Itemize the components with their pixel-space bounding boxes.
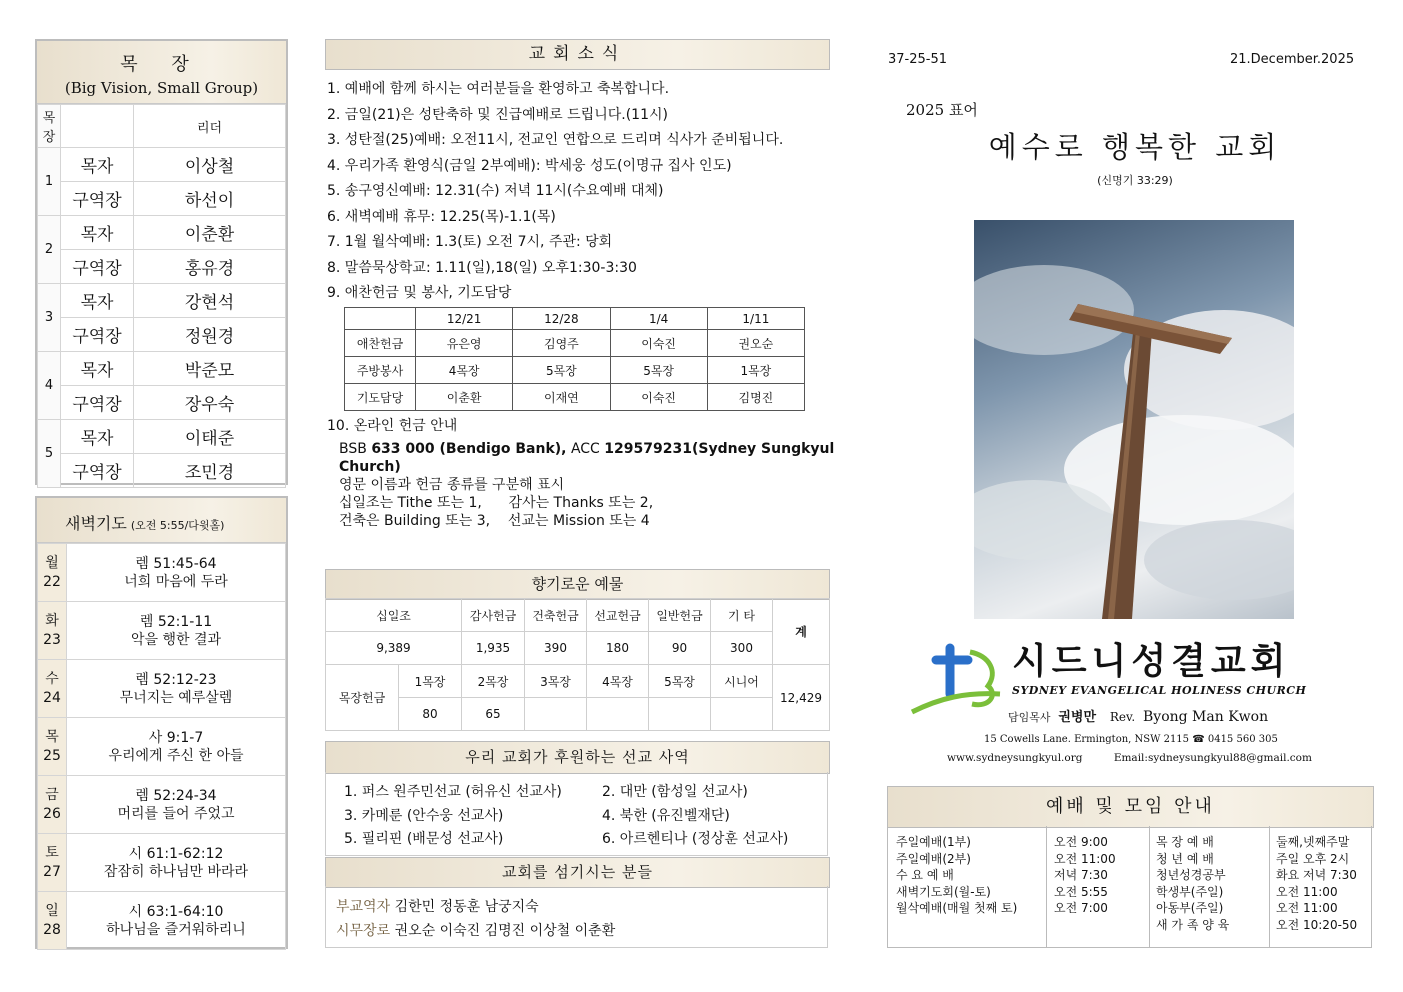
offering-title: 향기로운 예물	[531, 575, 624, 593]
prayer-passage	[67, 718, 286, 776]
church-address: 15 Cowells Lane. Ermington, NSW 2115 ☎ 0415 560 305	[984, 734, 1278, 745]
contact-line	[947, 752, 1312, 764]
prayer-passage	[67, 602, 286, 660]
table-row	[38, 892, 286, 950]
duty-value: 김명진	[707, 384, 804, 411]
scripture-ref: 렘 51:45-64	[135, 555, 217, 572]
duty-value: 이재연	[513, 384, 610, 411]
service-time: 오전 9:00	[1054, 835, 1108, 849]
day-date: 24	[43, 689, 61, 706]
mission-item: 2. 대만 (함성일 선교사)	[602, 784, 748, 800]
sermon-title: 머리를 들어 주었고	[117, 805, 235, 822]
meeting-time: 화요 저녁 7:30	[1276, 868, 1357, 882]
servant-row	[336, 920, 615, 940]
col-header-role	[61, 105, 134, 148]
weekday: 목	[45, 728, 59, 745]
mok-offering-value	[711, 698, 773, 731]
servants-header	[325, 857, 830, 888]
offering-value: 180	[587, 632, 649, 665]
mokjang-number: 3	[38, 284, 61, 352]
leader-role: 구역장	[61, 182, 134, 216]
duty-date: 1/11	[707, 308, 804, 330]
weekday: 화	[45, 612, 59, 629]
service-name: 주일예배(1부)	[896, 835, 971, 849]
prayer-day	[38, 892, 67, 950]
prayer-passage	[67, 660, 286, 718]
mok-offering-value: 65	[462, 698, 525, 731]
mokjang-number: 1	[38, 148, 61, 216]
table-row	[38, 544, 286, 602]
offering-value: 300	[711, 632, 773, 665]
sermon-title: 잠잠히 하나님만 바라라	[103, 863, 249, 880]
leader-role: 목자	[61, 420, 134, 454]
offering-col: 선교헌금	[587, 599, 649, 632]
bank-note: 십일조는 Tithe 또는 1, 감사는 Thanks 또는 2,	[339, 495, 654, 511]
meeting-name: 아동부(주일)	[1156, 901, 1224, 915]
leader-role: 구역장	[61, 250, 134, 284]
leader-name: 정원경	[134, 318, 286, 352]
dawn-prayer-subtitle: (오전 5:55/다윗홀)	[130, 519, 225, 532]
news-title: 교회소식	[528, 44, 627, 64]
dawn-prayer-header	[37, 498, 286, 543]
duty-label: 애찬헌금	[345, 330, 416, 357]
duty-date: 12/21	[416, 308, 513, 330]
scripture-ref: 렘 52:12-23	[135, 671, 217, 688]
offering-table	[325, 598, 830, 731]
pastor-line: 담임목사 권병만 Rev. Byong Man Kwon	[1008, 709, 1269, 725]
col-header-mokjang: 목장	[38, 105, 61, 148]
news-item: 8. 말씀묵상학교: 1.11(일),18(일) 오후1:30-3:30	[327, 259, 637, 276]
year-motto: 예수로 행복한 교회	[988, 130, 1282, 164]
leader-name: 이상철	[134, 148, 286, 182]
table-row	[38, 352, 286, 386]
mok-offering-value: 80	[399, 698, 462, 731]
offering-col: 건축헌금	[525, 599, 587, 632]
duty-value: 5목장	[513, 357, 610, 384]
duty-value: 5목장	[610, 357, 707, 384]
bank-account: 129579231(Sydney Sungkyul Church)	[339, 441, 835, 475]
leader-name: 이태준	[134, 420, 286, 454]
meeting-name: 새 가 족 양 육	[1156, 917, 1230, 932]
table-row	[345, 384, 805, 411]
duty-value: 이춘환	[416, 384, 513, 411]
duty-value: 김영주	[513, 330, 610, 357]
meeting-name: 청 년 예 배	[1156, 851, 1214, 866]
leader-name: 조민경	[134, 454, 286, 488]
table-row	[38, 216, 286, 250]
table-row	[38, 776, 286, 834]
dawn-prayer-title: 새벽기도	[65, 514, 127, 533]
mok-offering-value	[587, 698, 649, 731]
news-item: 7. 1월 월삭예배: 1.3(토) 오전 7시, 주관: 당회	[327, 234, 613, 250]
pastor-korean-name: 권병만	[1058, 710, 1097, 725]
mok-offering-col: 4목장	[587, 665, 649, 698]
offering-total-label: 계	[773, 599, 830, 665]
offering-value: 9,389	[326, 632, 462, 665]
mokjang-number: 2	[38, 216, 61, 284]
bank-bsb: 633 000 (Bendigo Bank),	[371, 441, 567, 457]
table-header-row	[38, 105, 286, 148]
pastor-english-name: Byong Man Kwon	[1143, 709, 1269, 725]
prayer-passage	[67, 544, 286, 602]
leader-name: 박준모	[134, 352, 286, 386]
table-row	[38, 660, 286, 718]
day-date: 23	[43, 631, 61, 648]
news-item: 9. 애찬헌금 및 봉사, 기도담당	[327, 285, 512, 301]
servant-names: 김한민 정동훈 남궁지숙	[394, 899, 539, 915]
leader-name: 하선이	[134, 182, 286, 216]
duty-label: 기도담당	[345, 384, 416, 411]
church-english-name: SYDNEY EVANGELICAL HOLINESS CHURCH	[1012, 684, 1307, 697]
table-row	[38, 250, 286, 284]
mission-item: 3. 카메룬 (안수웅 선교사)	[344, 808, 504, 824]
day-date: 22	[43, 573, 61, 590]
mok-offering-label: 목장헌금	[326, 665, 399, 731]
mission-item: 5. 필리핀 (배문성 선교사)	[344, 831, 504, 847]
weekday: 금	[45, 786, 59, 803]
news-item: 5. 송구영신예배: 12.31(수) 저녁 11시(수요예배 대체)	[327, 183, 664, 199]
table-row	[38, 834, 286, 892]
sermon-title: 우리에게 주신 한 아들	[108, 747, 244, 764]
duty-value: 이숙진	[610, 330, 707, 357]
weekday: 수	[45, 670, 59, 687]
mok-offering-col: 시니어	[711, 665, 773, 698]
leader-role: 구역장	[61, 454, 134, 488]
table-row	[326, 599, 830, 632]
table-header-row	[345, 308, 805, 330]
table-row	[38, 454, 286, 488]
duty-date: 12/28	[513, 308, 610, 330]
news-item: 3. 성탄절(25)예배: 오전11시, 전교인 연합으로 드리며 식사가 준비됩니다.	[327, 132, 784, 148]
news-item: 4. 우리가족 환영식(금일 2부예배): 박세웅 성도(이명규 집사 인도)	[327, 157, 732, 174]
duty-label: 주방봉사	[345, 357, 416, 384]
servant-row	[336, 896, 539, 916]
meeting-time: 주일 오후 2시	[1276, 851, 1350, 866]
services-title: 예배 및 모임 안내	[1046, 796, 1215, 817]
prayer-passage	[67, 834, 286, 892]
meeting-time: 오전 11:00	[1276, 901, 1338, 915]
mokjang-table	[37, 104, 286, 488]
meeting-name: 학생부(주일)	[1156, 884, 1224, 899]
offering-value: 1,935	[462, 632, 525, 665]
mokjang-number: 5	[38, 420, 61, 488]
meeting-time: 둘째,넷째주말	[1276, 835, 1350, 849]
year-motto-label: 2025 표어	[906, 101, 978, 119]
table-row	[38, 386, 286, 420]
leader-role: 목자	[61, 284, 134, 318]
mok-offering-col: 5목장	[649, 665, 711, 698]
offering-value: 90	[649, 632, 711, 665]
service-name: 주일예배(2부)	[896, 851, 971, 866]
bank-note: 영문 이름과 헌금 종류를 구분해 표시	[339, 477, 565, 493]
service-name: 수 요 예 배	[896, 868, 954, 882]
duty-corner	[345, 308, 416, 330]
leader-name: 장우숙	[134, 386, 286, 420]
offering-total: 12,429	[773, 665, 830, 731]
service-time: 오전 11:00	[1054, 851, 1116, 866]
email-link[interactable]: Email:sydneysungkyul88@gmail.com	[1113, 752, 1312, 764]
dawn-prayer-table	[37, 543, 286, 950]
table-row	[326, 698, 830, 731]
table-row	[38, 420, 286, 454]
weekday: 토	[45, 844, 59, 861]
offering-col: 십일조	[326, 599, 462, 632]
news-item: 2. 금일(21)은 성탄축하 및 진급예배로 드립니다.(11시)	[327, 106, 668, 123]
scripture-ref: 렘 52:24-34	[135, 787, 217, 804]
news-item-10: 10. 온라인 헌금 안내	[327, 417, 458, 434]
table-row	[38, 148, 286, 182]
duty-value: 권오순	[707, 330, 804, 357]
prayer-day	[38, 834, 67, 892]
news-list	[327, 78, 837, 530]
offering-header	[325, 569, 830, 600]
sermon-title: 하나님을 즐거워하리니	[106, 921, 246, 938]
service-time: 저녁 7:30	[1054, 868, 1108, 882]
table-row	[38, 318, 286, 352]
mokjang-subtitle: (Big Vision, Small Group)	[64, 79, 259, 97]
prayer-day	[38, 718, 67, 776]
servant-role: 부교역자	[336, 899, 391, 915]
sermon-title: 무너지는 예루살렘	[119, 689, 233, 706]
mokjang-title: 목 장	[120, 54, 203, 75]
duty-value: 4목장	[416, 357, 513, 384]
service-name: 월삭예배(매월 첫째 토)	[896, 901, 1018, 915]
meeting-time: 오전 10:20-50	[1276, 917, 1358, 932]
day-date: 28	[43, 921, 61, 938]
news-header	[325, 39, 830, 70]
weekday: 일	[45, 902, 59, 919]
mokjang-panel	[35, 39, 288, 485]
offering-col: 기 타	[711, 599, 773, 632]
mission-item: 1. 퍼스 원주민선교 (허유신 선교사)	[344, 784, 562, 800]
service-name: 새벽기도회(월-토)	[896, 884, 991, 899]
table-row	[345, 330, 805, 357]
sermon-title: 악을 행한 결과	[130, 631, 222, 648]
mission-item: 6. 아르헨티나 (정상훈 선교사)	[602, 831, 789, 847]
church-logo-icon	[910, 642, 1002, 716]
bank-line: BSB 633 000 (Bendigo Bank), ACC 129579231(Sydney Sungkyul Church)	[339, 441, 835, 475]
scripture-ref: 사 9:1-7	[148, 729, 204, 746]
prayer-day	[38, 602, 67, 660]
leader-role: 목자	[61, 148, 134, 182]
day-date: 25	[43, 747, 61, 764]
news-item: 1. 예배에 함께 하시는 여러분들을 환영하고 축복합니다.	[327, 81, 670, 97]
offering-value: 390	[525, 632, 587, 665]
scripture-ref: 렘 52:1-11	[139, 613, 213, 630]
prayer-passage	[67, 892, 286, 950]
leader-role: 구역장	[61, 318, 134, 352]
mok-offering-value	[649, 698, 711, 731]
meeting-time: 오전 11:00	[1276, 884, 1338, 899]
day-date: 27	[43, 863, 61, 880]
offering-col: 일반헌금	[649, 599, 711, 632]
servant-names: 권오순 이숙진 김명진 이상철 이춘환	[394, 923, 616, 939]
table-row	[38, 718, 286, 776]
leader-name: 이춘환	[134, 216, 286, 250]
col-header-leader: 리더	[134, 105, 286, 148]
leader-name: 홍유경	[134, 250, 286, 284]
mokjang-number: 4	[38, 352, 61, 420]
table-row	[345, 357, 805, 384]
cross-photo	[974, 220, 1294, 619]
prayer-day	[38, 776, 67, 834]
duty-date: 1/4	[610, 308, 707, 330]
duty-table	[344, 307, 805, 411]
day-date: 26	[43, 805, 61, 822]
sermon-title: 너희 마음에 두라	[124, 573, 228, 590]
leader-role: 구역장	[61, 386, 134, 420]
missions-header	[325, 741, 830, 774]
services-header	[887, 786, 1374, 828]
meeting-name: 청년성경공부	[1156, 868, 1226, 882]
missions-list	[325, 772, 828, 856]
table-row	[326, 665, 830, 698]
prayer-passage	[67, 776, 286, 834]
cross-image	[974, 220, 1294, 619]
church-name: 시드니성결교회	[1012, 641, 1291, 682]
prayer-day	[38, 544, 67, 602]
table-row	[38, 284, 286, 318]
leader-role: 목자	[61, 352, 134, 386]
duty-value: 이숙진	[610, 384, 707, 411]
offering-col: 감사헌금	[462, 599, 525, 632]
website-link[interactable]: www.sydneysungkyul.org	[947, 752, 1083, 764]
duty-value: 1목장	[707, 357, 804, 384]
pastor-label: 담임목사	[1008, 711, 1051, 724]
bulletin-date: 21.December.2025	[1230, 52, 1355, 67]
prayer-day	[38, 660, 67, 718]
mok-offering-value	[525, 698, 587, 731]
servants-title: 교회를 섬기시는 분들	[502, 863, 653, 881]
duty-value: 유은영	[416, 330, 513, 357]
table-row	[38, 602, 286, 660]
meeting-name: 목 장 예 배	[1156, 835, 1214, 849]
servant-role: 시무장로	[336, 923, 391, 939]
service-time: 오전 7:00	[1054, 901, 1108, 915]
weekday: 월	[45, 554, 59, 571]
mok-offering-col: 3목장	[525, 665, 587, 698]
mission-item: 4. 북한 (유진벨재단)	[602, 808, 730, 824]
servants-list	[325, 886, 828, 948]
mok-offering-col: 2목장	[462, 665, 525, 698]
mok-offering-col: 1목장	[399, 665, 462, 698]
mokjang-header	[37, 41, 286, 104]
bulletin-code: 37-25-51	[888, 52, 948, 67]
table-row	[38, 182, 286, 216]
dawn-prayer-panel	[35, 496, 288, 949]
motto-verse: (신명기 33:29)	[1097, 174, 1173, 187]
news-item: 6. 새벽예배 휴무: 12.25(목)-1.1(목)	[327, 208, 556, 225]
scripture-ref: 시 63:1-64:10	[128, 903, 224, 920]
service-time: 오전 5:55	[1054, 884, 1108, 899]
table-row	[326, 632, 830, 665]
services-table	[887, 826, 1372, 948]
leader-name: 강현석	[134, 284, 286, 318]
leader-role: 목자	[61, 216, 134, 250]
missions-title: 우리 교회가 후원하는 선교 사역	[465, 748, 690, 766]
scripture-ref: 시 61:1-62:12	[128, 845, 224, 862]
bank-note: 건축은 Building 또는 3, 선교는 Mission 또는 4	[339, 513, 650, 529]
